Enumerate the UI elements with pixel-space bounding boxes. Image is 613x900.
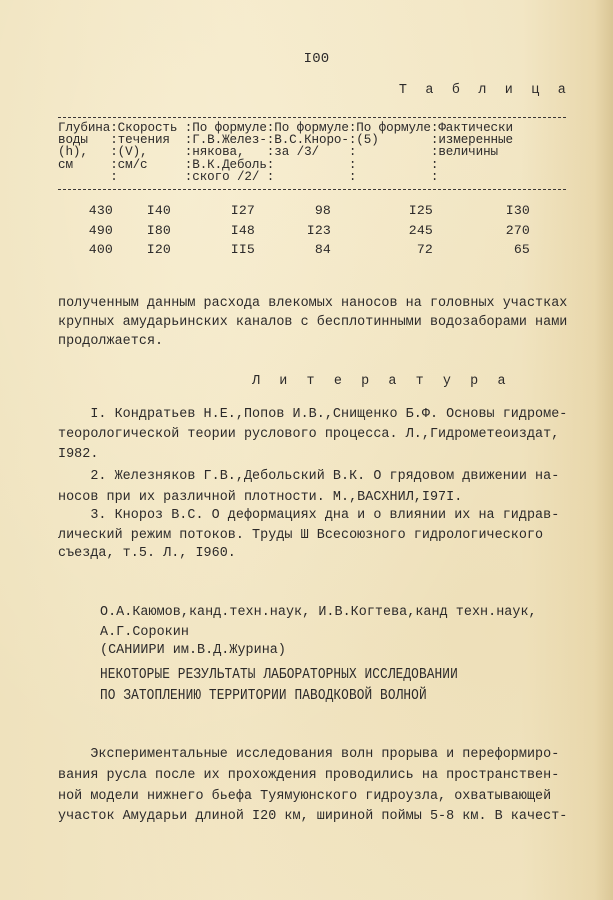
page-number: I00 [303,51,330,67]
reference-line: теорологической теории руслового процесса. Л.,Гидрометеоиздат, [58,427,560,442]
table-cell: I30 [505,203,530,218]
body-line: Экспериментальные исследования волн прорыва и переформиро- [58,747,560,762]
text-line: полученным данным расхода влекомых наносов на головных участках [58,296,568,311]
table-cell: I20 [146,242,171,257]
body-line: участок Амударьи длиной I20 км, шириной поймы 5-8 км. В качест- [58,809,568,824]
table-cell: 430 [88,203,113,218]
table-cell: 400 [88,242,113,257]
table-header-line: воды :течения :Г.В.Желез-:В.С.Кноро-:(5) :измеренные [58,133,513,147]
literature-heading: Л и т е р а т у р а [252,374,512,389]
author-line: О.А.Каюмов,канд.техн.наук, И.В.Когтева,канд техн.наук, [100,605,537,620]
reference-line: съезда, т.5. Л., I960. [58,546,236,561]
table-header-line: см :см/с :В.К.Деболь: : : [58,158,439,172]
table-cell: I27 [230,203,255,218]
table-cell: 84 [314,242,331,257]
text-line: продолжается. [58,334,164,349]
text-line: крупных амударьинских каналов с бесплотинными водозаборами нами [58,315,568,330]
body-line: ной модели нижнего бьефа Туямуюнского гидроузла, охватывающей [58,789,552,804]
table-cell: I40 [146,203,171,218]
table-cell: 270 [505,223,530,238]
reference-line: носов при их различной плотности. М.,ВАСХНИЛ,I97I. [58,490,463,505]
table-cell: 72 [416,242,433,257]
reference-line: 3. Кнороз В.С. О деформациях дна и о влиянии их на гидрав- [58,508,560,523]
reference-line: лический режим потоков. Труды Ш Всесоюзного гидрологического [58,528,544,543]
table-cell: I80 [146,223,171,238]
table-cell: I23 [306,223,331,238]
reference-line: 2. Железняков Г.В.,Дебольский В.К. О грядовом движении на- [58,469,560,484]
table-cell: II5 [230,242,255,257]
table-cell: I48 [230,223,255,238]
table-header-rule [58,189,566,190]
table-cell: 245 [408,223,433,238]
body-line: вания русла после их прохождения проводились на пространствен- [58,768,560,783]
author-line: А.Г.Сорокин [100,625,189,640]
table-header-line: (h), :(V), :някова, :за /3/ : :величины [58,145,498,159]
table-top-rule [58,117,566,118]
table-cell: 65 [513,242,530,257]
table-cell: I25 [408,203,433,218]
affiliation-line: (САНИИРИ им.В.Д.Журина) [100,643,286,658]
table-caption: Т а б л и ц а [398,83,571,98]
title-line: ПО ЗАТОПЛЕНИЮ ТЕРРИТОРИИ ПАВОДКОВОЙ ВОЛНОЙ [100,686,427,704]
reference-line: I. Кондратьев Н.Е.,Попов И.В.,Снищенко Б.Ф. Основы гидроме- [58,407,568,422]
title-line: НЕКОТОРЫЕ РЕЗУЛЬТАТЫ ЛАБОРАТОРНЫХ ИССЛЕДОВАНИИ [100,665,458,683]
table-header-line: : :ского /2/ : : : [58,170,439,184]
table-cell: 490 [88,223,113,238]
table-header-line: Глубина:Скорость :По формуле:По формуле:По формуле:Фактически [58,121,513,135]
reference-line: I982. [58,447,99,462]
table-cell: 98 [314,203,331,218]
